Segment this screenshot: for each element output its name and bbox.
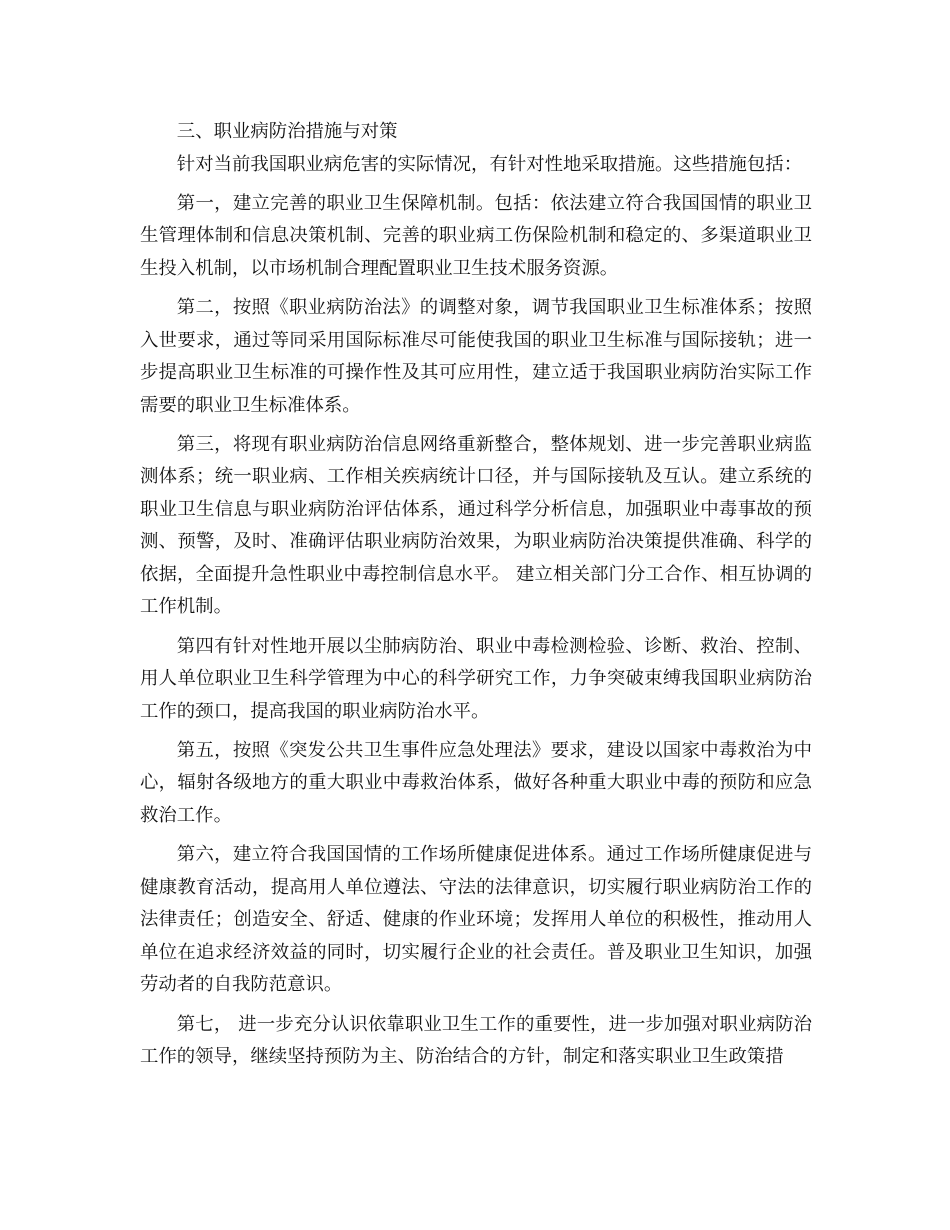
paragraph-sixth: 第六，建立符合我国国情的工作场所健康促进体系。通过工作场所健康促进与健康教育活动，提高用人单位遵法、守法的法律意识，切实履行职业病防治工作的法律责任；创造安全、舒适、健康的作业环境；发挥用人单位的积极性，推动用人单位在追求经济效益的同时，切实履行企业的社会责任。普及职业卫生知识，加强劳动者的自我防范意识。 [140, 844, 812, 996]
document-page [140, 116, 812, 1080]
paragraph-seventh: 第七， 进一步充分认识依靠职业卫生工作的重要性，进一步加强对职业病防治工作的领导，继续坚持预防为主、防治结合的方针，制定和落实职业卫生政策措 [140, 1013, 812, 1068]
paragraph-fifth: 第五，按照《突发公共卫生事件应急处理法》要求，建设以国家中毒救治为中心，辐射各级地方的重大职业中毒救治体系，做好各种重大职业中毒的预防和应急救治工作。 [140, 739, 812, 826]
paragraph-intro: 针对当前我国职业病危害的实际情况，有针对性地采取措施。这些措施包括： [176, 153, 803, 175]
paragraph-first: 第一，建立完善的职业卫生保障机制。包括：依法建立符合我国国情的职业卫生管理体制和信息决策机制、完善的职业病工伤保险机制和稳定的、多渠道职业卫生投入机制，以市场机制合理配置职业卫生技术服务资源。 [140, 192, 812, 279]
paragraph-third: 第三，将现有职业病防治信息网络重新整合，整体规划、进一步完善职业病监测体系；统一职业病、工作相关疾病统计口径，并与国际接轨及互认。建立系统的职业卫生信息与职业病防治评估体系，通过科学分析信息，加强职业中毒事故的预测、预警，及时、准确评估职业病防治效果，为职业病防治决策提供准确、科学的依据，全面提升急性职业中毒控制信息水平。 建立相关部门分工合作、相互协调的工作机制。 [140, 433, 812, 618]
paragraph-second: 第二，按照《职业病防治法》的调整对象，调节我国职业卫生标准体系；按照入世要求，通过等同采用国际标准尽可能使我国的职业卫生标准与国际接轨；进一步提高职业卫生标准的可操作性及其可应用性，建立适于我国职业病防治实际工作需要的职业卫生标准体系。 [140, 297, 812, 416]
paragraph-fourth: 第四有针对性地开展以尘肺病防治、职业中毒检测检验、诊断、救治、控制、用人单位职业卫生科学管理为中心的科学研究工作，力争突破束缚我国职业病防治工作的颈口，提高我国的职业病防治水平。 [140, 635, 812, 722]
section-heading: 三、职业病防治措施与对策 [176, 121, 398, 142]
